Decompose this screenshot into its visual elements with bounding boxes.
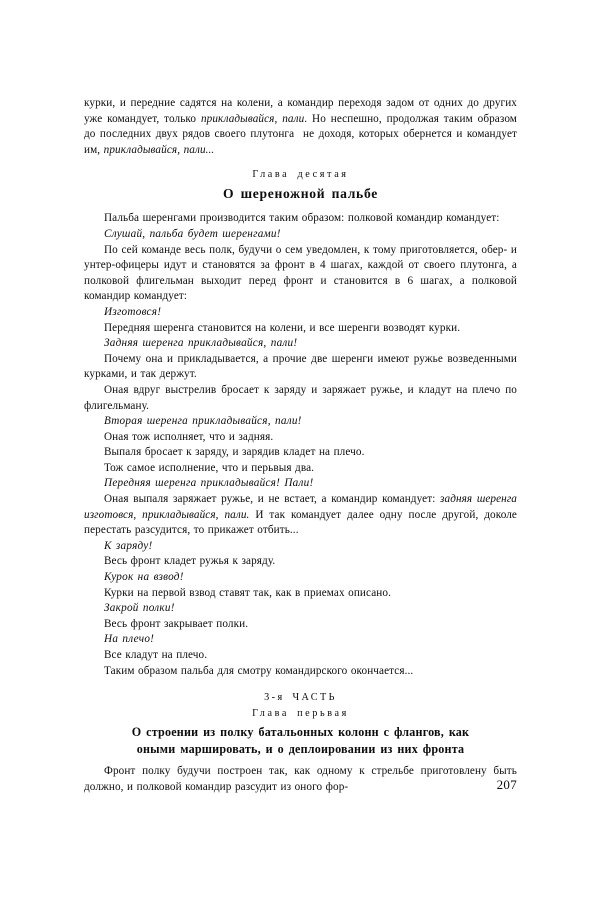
paragraph: По сей команде весь полк, будучи о сем уведомлен, к тому приготовляется, обер- и унтер-офицеры идут и становятся за фронт в 4 шагах, каждой от своего плутонга, а полковой флигельман выходит перед фронт и становится в 6 шагах, а полковой командир командует: [84,243,517,303]
paragraph: Пальба шеренгами производится таким образом: полковой командир командует: [104,212,500,225]
paragraph-tail: И так командует далее одну после другой, доколе перестать разсудится, то прикажет отбить... [84,508,518,537]
command-line: Курок на взвод! [104,571,184,584]
paragraph-mixed [84,492,517,539]
spacer [84,158,517,167]
part-three-label: 3-я ЧАСТЬ [264,692,337,704]
page-text-body [84,96,517,795]
paragraph: Тож самое исполнение, что и перьвыя два. [104,461,315,474]
part-three-title [84,724,517,757]
chapter-ten-label: Глава десятая [252,169,349,181]
command-line: К заряду! [104,539,153,552]
paragraph-continued: курки, и передние садятся на колени, а командир переходя задом от одних до других уже командует, только прикладывайся, пали. Но неспешно, продолжая таким образом до последних двух рядов своего плутонга не доходя, которых обернется и командует им, прикладывайся, пали... [84,97,517,156]
command-line: Слушай, пальба будет шеренгами! [104,227,281,240]
chapter-ten-title: О шереножной пальбе [223,186,378,202]
part-three-title-line-2: оными маршировать, и о деплоировании из них фронта [136,741,465,756]
command-line: Закрой полки! [104,602,175,615]
paragraph: Почему она и прикладывается, а прочие две шеренги имеют ружье возведенными курками, и так держут. [84,352,517,381]
page-number: 207 [496,777,517,792]
spacer [84,679,517,690]
command-line: Передняя шеренга прикладывайся! Пали! [104,477,314,490]
paragraph: Фронт полку будучи построен так, как одному к стрельбе приготовлену быть должно, и полковой командир разсудит из оного фор- [84,765,517,793]
part-three-chapter-label: Глава перьвая [252,708,349,720]
paragraph: Весь фронт закрывает полки. [104,617,249,630]
command-line: На плечо! [104,633,155,646]
paragraph: Оная тож исполняет, что и задняя. [104,430,274,443]
paragraph: Все кладут на плечо. [104,649,208,661]
paragraph: Выпаля бросает к заряду, и зарядив кладет на плечо. [104,446,365,459]
paragraph: Курки на первой взвод ставят так, как в приемах описано. [104,586,391,599]
command-line: Вторая шеренга прикладывайся, пали! [104,415,302,428]
italic-command: прикладывайся, пали [200,112,305,125]
command-line: Изготовся! [104,305,162,318]
paragraph: Таким образом пальба для смотру командирского окончается... [104,664,414,677]
paragraph: Весь фронт кладет ружья к заряду. [104,555,276,568]
part-three-title-line-1: О строении из полку батальонных колонн с флангов, как [131,725,470,740]
italic-command: прикладывайся, пали... [103,143,215,156]
italic-command: задняя шеренга изготовся, прикладывайся, пали. [84,493,517,521]
paragraph: Передняя шеренга становится на колени, и все шеренги возводят курки. [104,321,461,334]
paragraph-lead: Оная выпаля заряжает ружье, и не встает, а командир командует: [104,493,436,506]
spacer [84,757,517,764]
spacer [84,204,517,211]
paragraph: Оная вдруг выстрелив бросает к заряду и заряжает ружье, и кладут на плечо по флигельману. [84,383,517,412]
command-line: Задняя шеренга прикладывайся, пали! [104,337,298,350]
